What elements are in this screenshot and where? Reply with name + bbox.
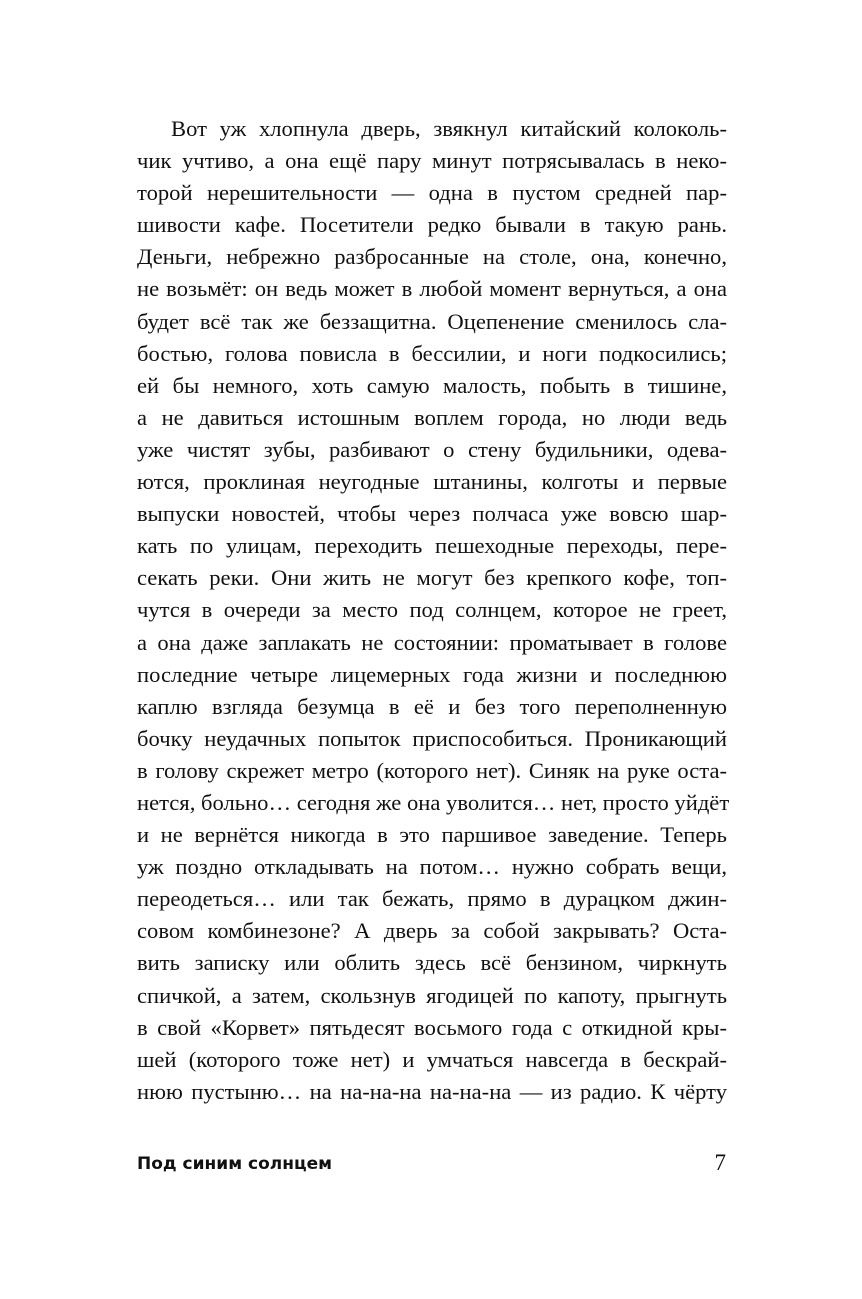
- text-line: каплю взгляда безумца в её и без того переполненную: [137, 693, 727, 719]
- text-line: а не давиться истошным воплем города, но люди ведь: [137, 404, 727, 430]
- text-line: секать реки. Они жить не могут без крепкого кофе, топ-: [137, 565, 727, 591]
- text-line: в свой «Корвет» пятьдесят восьмого года с откидной кры-: [137, 1014, 727, 1040]
- text-line: уж поздно откладывать на потом… нужно собрать вещи,: [137, 854, 727, 880]
- text-line: чик учтиво, а она ещё пару минут потрясывалась в неко-: [137, 148, 727, 174]
- text-line: в голову скрежет метро (которого нет). Синяк на руке оста-: [137, 757, 727, 783]
- running-footer-title: Под синим солнцем: [137, 1154, 332, 1174]
- text-line: Вот уж хлопнула дверь, звякнул китайский колоколь-: [171, 116, 727, 141]
- text-line: шивости кафе. Посетители редко бывали в такую рань.: [137, 212, 727, 238]
- text-line: вить записку или облить здесь всё бензином, чиркнуть: [137, 950, 727, 976]
- text-line: нюю пустыню… на на-на-на на-на-на — из радио. К чёрту: [137, 1078, 727, 1104]
- text-line: торой нерешительности — одна в пустом средней пар-: [137, 180, 727, 206]
- text-line: бочку неудачных попыток приспособиться. Проникающий: [137, 725, 727, 751]
- text-line: кать по улицам, переходить пешеходные переходы, пере-: [137, 533, 727, 559]
- text-line: последние четыре лицемерных года жизни и последнюю: [137, 661, 727, 687]
- page-number: 7: [714, 1150, 726, 1175]
- text-line: будет всё так же беззащитна. Оцепенение сменилось сла-: [137, 308, 727, 334]
- text-line: совом комбинезоне? А дверь за собой закрывать? Оста-: [137, 918, 727, 944]
- text-line: выпуски новостей, чтобы через полчаса уже вовсю шар-: [137, 501, 727, 527]
- text-line: не возьмёт: он ведь может в любой момент вернуться, а она: [137, 276, 727, 302]
- text-line: Деньги, небрежно разбросанные на столе, она, конечно,: [137, 244, 727, 270]
- text-line: ей бы немного, хоть самую малость, побыть в тишине,: [137, 372, 727, 398]
- text-line: и не вернётся никогда в это паршивое заведение. Теперь: [137, 822, 727, 848]
- text-line: спичкой, а затем, скользнув ягодицей по капоту, прыгнуть: [137, 982, 727, 1008]
- text-line: шей (которого тоже нет) и умчаться навсегда в бескрай-: [137, 1046, 727, 1072]
- text-line: нется, больно… сегодня же она уволится… нет, просто уйдёт: [137, 789, 730, 815]
- text-line: а она даже заплакать не состоянии: проматывает в голове: [137, 629, 727, 655]
- text-line: чутся в очереди за место под солнцем, которое не греет,: [137, 597, 727, 623]
- text-line: бостью, голова повисла в бессилии, и ноги подкосились;: [137, 340, 727, 366]
- text-line: ются, проклиная неугодные штанины, колготы и первые: [137, 469, 727, 495]
- body-text: [137, 113, 730, 1108]
- text-line: уже чистят зубы, разбивают о стену будильники, одева-: [137, 436, 727, 462]
- text-line: переодеться… или так бежать, прямо в дурацком джин-: [137, 886, 727, 912]
